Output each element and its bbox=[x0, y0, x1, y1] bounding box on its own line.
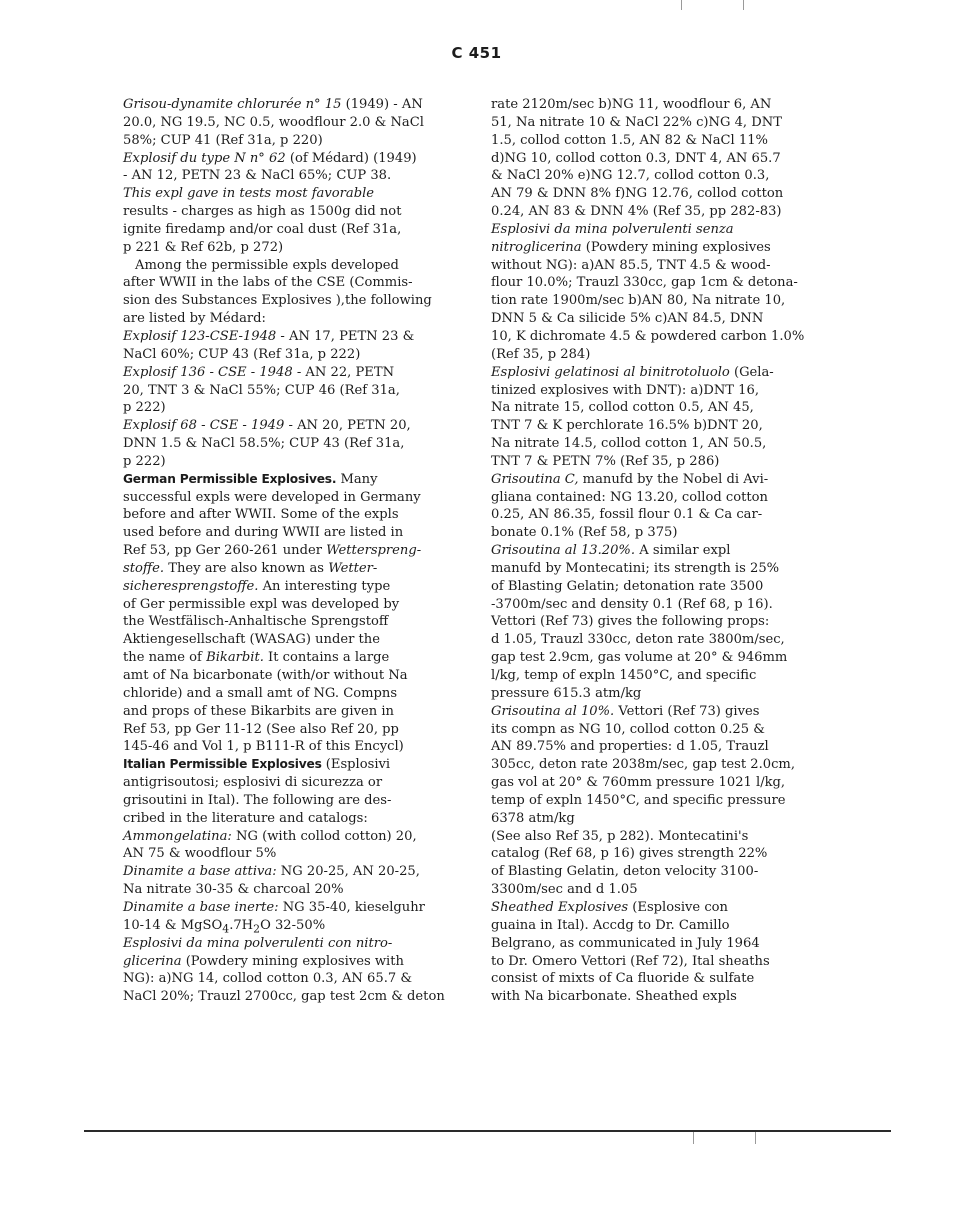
text-span: tinized explosives with DNT): a)DNT 16, bbox=[491, 382, 759, 398]
italic-term: glicerina bbox=[123, 953, 182, 969]
text-line bbox=[491, 471, 807, 489]
text-span: manufd by Montecatini; its strength is 25% bbox=[491, 560, 780, 576]
text-span: 0.24, AN 83 & DNN 4% (Ref 35, pp 282-83) bbox=[491, 204, 782, 220]
text-span: NG): a)NG 14, collod cotton 0.3, AN 65.7 & bbox=[123, 971, 413, 987]
top-edge-mark bbox=[681, 0, 682, 10]
text-span: - AN 12, PETN 23 & NaCl 65%; CUP 38. bbox=[123, 168, 392, 184]
text-line bbox=[491, 917, 807, 935]
text-line bbox=[123, 328, 463, 346]
text-span: (Powdery mining explosives bbox=[581, 239, 771, 255]
italic-term: Esplosivi da mina polverulenti senza bbox=[491, 221, 734, 237]
text-line bbox=[491, 132, 807, 150]
text-line bbox=[123, 257, 463, 275]
text-span: the Westfälisch-Anhaltische Sprengstoff bbox=[123, 614, 389, 630]
text-span: 51, Na nitrate 10 & NaCl 22% c)NG 4, DNT bbox=[491, 114, 782, 130]
text-line bbox=[491, 845, 807, 863]
text-line bbox=[491, 382, 807, 400]
text-line bbox=[491, 435, 807, 453]
text-span: AN 75 & woodflour 5% bbox=[123, 846, 277, 862]
text-line bbox=[491, 364, 807, 382]
text-span: consist of mixts of Ca fluoride & sulfate bbox=[491, 971, 755, 987]
text-line bbox=[491, 274, 807, 292]
text-span: chloride) and a small amt of NG. Compns bbox=[123, 685, 398, 701]
text-line bbox=[123, 596, 463, 614]
text-span: grisoutini in Ital). The following are des- bbox=[123, 792, 392, 808]
text-line bbox=[491, 988, 807, 1006]
text-span: (1949) - AN bbox=[341, 97, 423, 112]
text-line bbox=[491, 524, 807, 542]
text-span: tion rate 1900m/sec b)AN 80, Na nitrate 10, bbox=[491, 293, 786, 309]
text-span: - AN 20, PETN 20, bbox=[284, 418, 411, 434]
text-span: NaCl 20%; Trauzl 2700cc, gap test 2cm & deton bbox=[123, 989, 445, 1005]
italic-term: Explosif du type N n° 62 bbox=[123, 150, 286, 166]
section-heading: Italian Permissible Explosives bbox=[123, 757, 322, 772]
right-text-column bbox=[491, 96, 807, 1006]
text-span: - AN 22, PETN bbox=[292, 364, 395, 380]
text-span: ignite firedamp and/or coal dust (Ref 31a, bbox=[123, 221, 402, 237]
text-span: d)NG 10, collod cotton 0.3, DNT 4, AN 65.7 bbox=[491, 150, 781, 166]
text-span: results - charges as high as 1500g did not bbox=[123, 204, 402, 220]
left-text-column bbox=[123, 96, 463, 1006]
text-line bbox=[123, 292, 463, 310]
text-line bbox=[123, 953, 463, 971]
italic-term: Explosif 136 - CSE - 1948 bbox=[123, 364, 293, 380]
text-line bbox=[123, 613, 463, 631]
text-line bbox=[123, 810, 463, 828]
text-line bbox=[491, 756, 807, 774]
text-span: 20, TNT 3 & NaCl 55%; CUP 46 (Ref 31a, bbox=[123, 382, 400, 398]
text-span: before and after WWII. Some of the expls bbox=[123, 507, 399, 523]
text-span: 145-46 and Vol 1, p B111-R of this Encycl) bbox=[123, 739, 404, 755]
italic-term: Bikarbit. bbox=[206, 650, 264, 666]
text-span: antigrisoutosi; esplosivi di sicurezza or bbox=[123, 775, 383, 791]
text-span: with Na bicarbonate. Sheathed expls bbox=[491, 989, 737, 1005]
text-span: Na nitrate 30-35 & charcoal 20% bbox=[123, 882, 344, 898]
text-span: Na nitrate 14.5, collod cotton 1, AN 50.5, bbox=[491, 436, 767, 452]
text-span: DNN 5 & Ca silicide 5% c)AN 84.5, DNN bbox=[491, 311, 764, 327]
text-span: sion des Substances Explosives ),the following bbox=[123, 293, 432, 309]
text-line bbox=[491, 203, 807, 221]
text-span: gap test 2.9cm, gas volume at 20° & 946mm bbox=[491, 650, 788, 666]
text-line bbox=[491, 613, 807, 631]
text-line bbox=[123, 578, 463, 596]
text-span: NG (with collod cotton) 20, bbox=[231, 828, 417, 844]
text-span: catalog (Ref 68, p 16) gives strength 22% bbox=[491, 846, 768, 862]
text-line bbox=[123, 917, 463, 935]
text-line bbox=[123, 845, 463, 863]
text-line bbox=[123, 863, 463, 881]
text-span: 1.5, collod cotton 1.5, AN 82 & NaCl 11% bbox=[491, 132, 768, 148]
text-span: after WWII in the labs of the CSE (Commis- bbox=[123, 275, 413, 291]
text-line bbox=[491, 899, 807, 917]
text-line bbox=[123, 970, 463, 988]
text-line bbox=[491, 560, 807, 578]
text-span: TNT 7 & PETN 7% (Ref 35, p 286) bbox=[491, 453, 720, 469]
bottom-edge-mark bbox=[755, 1132, 756, 1144]
text-line bbox=[123, 542, 463, 560]
text-span: without NG): a)AN 85.5, TNT 4.5 & wood- bbox=[491, 257, 771, 273]
text-line bbox=[123, 274, 463, 292]
italic-term: nitroglicerina bbox=[491, 239, 582, 255]
text-line bbox=[123, 506, 463, 524]
text-line bbox=[123, 721, 463, 739]
text-line bbox=[123, 417, 463, 435]
text-span: Na nitrate 15, collod cotton 0.5, AN 45, bbox=[491, 400, 754, 416]
text-span: (Powdery mining explosives with bbox=[181, 953, 404, 969]
text-span: guaina in Ital). Accdg to Dr. Camillo bbox=[491, 917, 730, 933]
text-line bbox=[491, 453, 807, 471]
text-line bbox=[123, 774, 463, 792]
text-line bbox=[491, 721, 807, 739]
text-span: 10, K dichromate 4.5 & powdered carbon 1.0% bbox=[491, 328, 805, 344]
text-line bbox=[123, 435, 463, 453]
text-span: pressure 615.3 atm/kg bbox=[491, 685, 642, 701]
text-span: An interesting type bbox=[258, 578, 391, 594]
text-line bbox=[123, 221, 463, 239]
text-line bbox=[491, 417, 807, 435]
text-span: .7H bbox=[229, 917, 254, 933]
italic-term: Grisoutina al 10%. bbox=[491, 703, 615, 719]
text-span: NaCl 60%; CUP 43 (Ref 31a, p 222) bbox=[123, 346, 361, 362]
text-span: 10-14 & MgSO bbox=[123, 917, 223, 933]
text-line bbox=[123, 828, 463, 846]
text-line bbox=[491, 792, 807, 810]
text-span: (of Médard) (1949) bbox=[285, 150, 417, 166]
text-line bbox=[491, 96, 807, 114]
text-span: (See also Ref 35, p 282). Montecatini's bbox=[491, 828, 749, 844]
text-line bbox=[123, 471, 463, 489]
italic-term: Sheathed Explosives bbox=[491, 899, 629, 915]
text-line bbox=[491, 774, 807, 792]
text-line bbox=[491, 631, 807, 649]
text-line bbox=[491, 239, 807, 257]
text-line bbox=[491, 863, 807, 881]
italic-term: stoffe. bbox=[123, 560, 165, 576]
text-span: 20.0, NG 19.5, NC 0.5, woodflour 2.0 & NaCl bbox=[123, 114, 424, 130]
section-heading: German Permissible Explosives. bbox=[123, 471, 337, 486]
text-line bbox=[123, 239, 463, 257]
text-line bbox=[123, 792, 463, 810]
text-line bbox=[491, 881, 807, 899]
text-line bbox=[491, 596, 807, 614]
text-span: of Blasting Gelatin, deton velocity 3100- bbox=[491, 864, 759, 880]
text-span: and props of these Bikarbits are given in bbox=[123, 703, 394, 719]
text-span: NG 35-40, kieselguhr bbox=[278, 899, 425, 915]
text-span: 3300m/sec and d 1.05 bbox=[491, 882, 638, 898]
italic-term: Ammongelatina: bbox=[123, 828, 232, 844]
top-edge-mark bbox=[743, 0, 744, 10]
italic-term: Wetter- bbox=[328, 560, 378, 576]
text-line bbox=[491, 738, 807, 756]
text-line bbox=[123, 756, 463, 774]
text-span: Among the permissible expls developed bbox=[135, 257, 399, 273]
text-span: - AN 17, PETN 23 & bbox=[276, 328, 415, 344]
text-line bbox=[123, 150, 463, 168]
subscript: 4 bbox=[222, 922, 230, 936]
text-span: gas vol at 20° & 760mm pressure 1021 l/kg, bbox=[491, 775, 786, 791]
bottom-rule bbox=[84, 1130, 891, 1132]
text-span: -3700m/sec and density 0.1 (Ref 68, p 16). bbox=[491, 596, 773, 612]
text-line bbox=[491, 685, 807, 703]
text-line bbox=[491, 399, 807, 417]
italic-term: Wetterspreng- bbox=[326, 543, 422, 559]
italic-term: Dinamite a base attiva: bbox=[123, 864, 277, 880]
text-line bbox=[123, 685, 463, 703]
text-line bbox=[123, 453, 463, 471]
italic-term: Esplosivi da mina polverulenti con nitro- bbox=[123, 935, 393, 951]
text-line bbox=[491, 703, 807, 721]
text-line bbox=[123, 310, 463, 328]
text-line bbox=[491, 489, 807, 507]
text-line bbox=[491, 935, 807, 953]
text-span: of Blasting Gelatin; detonation rate 3500 bbox=[491, 578, 764, 594]
text-line bbox=[491, 578, 807, 596]
text-span: AN 79 & DNN 8% f)NG 12.76, collod cotton bbox=[491, 186, 784, 202]
text-line bbox=[123, 667, 463, 685]
text-line bbox=[123, 631, 463, 649]
text-line bbox=[491, 828, 807, 846]
text-span: amt of Na bicarbonate (with/or without Na bbox=[123, 668, 408, 683]
text-line bbox=[491, 810, 807, 828]
text-line bbox=[491, 185, 807, 203]
text-line bbox=[491, 970, 807, 988]
italic-term: Grisou-dynamite chlorurée n° 15 bbox=[123, 97, 342, 112]
text-line bbox=[123, 899, 463, 917]
text-span: Belgrano, as communicated in July 1964 bbox=[491, 935, 760, 951]
text-line bbox=[123, 988, 463, 1006]
text-span: Aktiengesellschaft (WASAG) under the bbox=[123, 632, 380, 648]
text-span: its compn as NG 10, collod cotton 0.25 & bbox=[491, 721, 765, 737]
page-number-header: C 451 bbox=[451, 44, 502, 62]
text-span: They are also known as bbox=[164, 560, 329, 576]
text-span: Many bbox=[336, 471, 378, 487]
text-span: 6378 atm/kg bbox=[491, 810, 575, 826]
text-span: p 221 & Ref 62b, p 272) bbox=[123, 239, 284, 255]
text-span: (Esplosive con bbox=[628, 899, 728, 915]
text-span: Ref 53, pp Ger 11-12 (See also Ref 20, pp bbox=[123, 721, 399, 737]
text-span: l/kg, temp of expln 1450°C, and specific bbox=[491, 668, 757, 683]
text-span: temp of expln 1450°C, and specific pressure bbox=[491, 792, 786, 808]
text-line bbox=[123, 489, 463, 507]
subscript: 2 bbox=[253, 922, 261, 936]
text-span: cribed in the literature and catalogs: bbox=[123, 810, 368, 826]
text-span: rate 2120m/sec b)NG 11, woodflour 6, AN bbox=[491, 97, 772, 112]
text-span: AN 89.75% and properties: d 1.05, Trauzl bbox=[491, 739, 769, 755]
text-line bbox=[123, 382, 463, 400]
text-line bbox=[491, 310, 807, 328]
italic-term: Dinamite a base inerte: bbox=[123, 899, 279, 915]
text-span: (Esplosivi bbox=[321, 757, 391, 773]
text-span: Ref 53, pp Ger 260-261 under bbox=[123, 543, 327, 559]
text-span: to Dr. Omero Vettori (Ref 72), Ital sheaths bbox=[491, 953, 770, 969]
text-line bbox=[491, 257, 807, 275]
text-line bbox=[491, 292, 807, 310]
text-line bbox=[123, 703, 463, 721]
italic-term: Explosif 68 - CSE - 1949 bbox=[123, 418, 285, 434]
text-line bbox=[491, 667, 807, 685]
text-span: 58%; CUP 41 (Ref 31a, p 220) bbox=[123, 132, 323, 148]
text-span: manufd by the Nobel di Avi- bbox=[578, 471, 769, 487]
italic-term: Esplosivi gelatinosi al binitrotoluolo bbox=[491, 364, 730, 380]
text-span: d 1.05, Trauzl 330cc, deton rate 3800m/sec, bbox=[491, 632, 785, 648]
text-line bbox=[491, 150, 807, 168]
text-line bbox=[123, 96, 463, 114]
text-span: (Gela- bbox=[729, 364, 774, 380]
text-line bbox=[491, 506, 807, 524]
text-span: successful expls were developed in Germany bbox=[123, 489, 421, 505]
text-span: Vettori (Ref 73) gives the following props: bbox=[491, 614, 770, 630]
text-line bbox=[491, 346, 807, 364]
text-line bbox=[123, 346, 463, 364]
text-span: NG 20-25, AN 20-25, bbox=[276, 864, 420, 880]
text-span: It contains a large bbox=[263, 650, 390, 666]
italic-term: Explosif 123-CSE-1948 bbox=[123, 328, 277, 344]
text-line bbox=[123, 935, 463, 953]
text-span: of Ger permissible expl was developed by bbox=[123, 596, 400, 612]
text-span: gliana contained: NG 13.20, collod cotton bbox=[491, 489, 768, 505]
text-line bbox=[491, 221, 807, 239]
text-line bbox=[123, 738, 463, 756]
text-span: 0.25, AN 86.35, fossil flour 0.1 & Ca car- bbox=[491, 507, 763, 523]
text-line bbox=[491, 167, 807, 185]
text-line bbox=[491, 953, 807, 971]
text-span: DNN 1.5 & NaCl 58.5%; CUP 43 (Ref 31a, bbox=[123, 436, 405, 452]
text-line bbox=[123, 132, 463, 150]
text-span: p 222) bbox=[123, 453, 166, 469]
text-line bbox=[123, 560, 463, 578]
text-line bbox=[123, 167, 463, 185]
text-line bbox=[123, 203, 463, 221]
text-span: are listed by Médard: bbox=[123, 311, 266, 327]
italic-term: This expl gave in tests most favorable bbox=[123, 186, 375, 202]
text-span: O 32-50% bbox=[260, 917, 326, 933]
text-line bbox=[123, 399, 463, 417]
text-line bbox=[123, 364, 463, 382]
text-line bbox=[491, 649, 807, 667]
text-span: A similar expl bbox=[635, 543, 731, 559]
text-line bbox=[491, 328, 807, 346]
text-span: TNT 7 & K perchlorate 16.5% b)DNT 20, bbox=[491, 418, 763, 434]
text-span: p 222) bbox=[123, 400, 166, 416]
text-line bbox=[123, 185, 463, 203]
italic-term: Grisoutina C, bbox=[491, 471, 579, 487]
text-line bbox=[491, 542, 807, 560]
text-span: the name of bbox=[123, 650, 207, 666]
bottom-edge-mark bbox=[693, 1132, 694, 1144]
text-line bbox=[123, 524, 463, 542]
text-span: & NaCl 20% e)NG 12.7, collod cotton 0.3, bbox=[491, 168, 770, 184]
text-line bbox=[123, 649, 463, 667]
text-span: Vettori (Ref 73) gives bbox=[614, 703, 760, 719]
text-line bbox=[123, 881, 463, 899]
text-line bbox=[491, 114, 807, 132]
text-span: flour 10.0%; Trauzl 330cc, gap 1cm & detona- bbox=[491, 275, 798, 291]
text-span: 305cc, deton rate 2038m/sec, gap test 2.0cm, bbox=[491, 757, 795, 773]
text-span: used before and during WWII are listed in bbox=[123, 525, 404, 541]
text-span: (Ref 35, p 284) bbox=[491, 346, 591, 362]
italic-term: Grisoutina al 13.20%. bbox=[491, 543, 636, 559]
text-span: bonate 0.1% (Ref 58, p 375) bbox=[491, 525, 678, 541]
italic-term: sicheresprengstoffe. bbox=[123, 578, 259, 594]
text-line bbox=[123, 114, 463, 132]
